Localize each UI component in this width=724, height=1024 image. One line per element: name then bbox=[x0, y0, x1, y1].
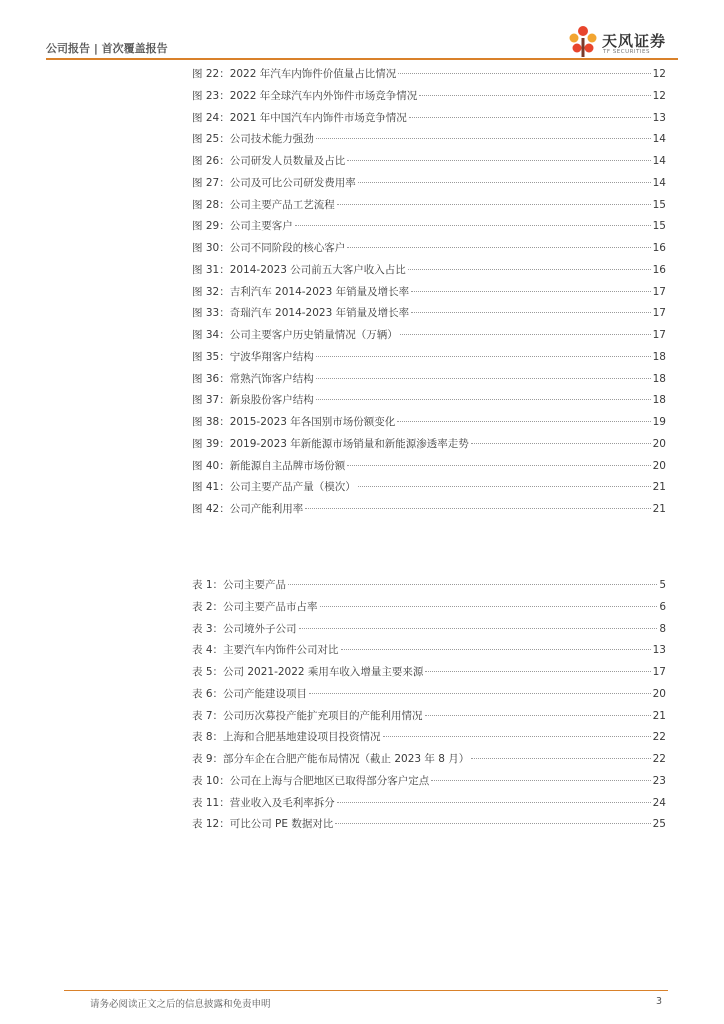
toc-entry-label: 图 30：公司不同阶段的核心客户 bbox=[192, 242, 346, 254]
toc-entry-page: 13 bbox=[652, 111, 666, 124]
figure-index-entry[interactable] bbox=[192, 305, 666, 327]
table-index-entry[interactable] bbox=[192, 686, 666, 708]
toc-entry-label: 表 5：公司 2021-2022 乘用车收入增量主要来源 bbox=[192, 666, 424, 678]
toc-entry-page: 5 bbox=[659, 579, 666, 591]
dot-leader bbox=[337, 802, 651, 803]
figure-index-list bbox=[192, 66, 666, 523]
logo-name: 天风证券 bbox=[602, 32, 667, 50]
dot-leader bbox=[383, 736, 651, 737]
dot-leader bbox=[358, 486, 651, 487]
figure-index-entry[interactable] bbox=[192, 392, 666, 414]
toc-entry-label: 表 6：公司产能建设项目 bbox=[192, 687, 308, 700]
figure-index-entry[interactable] bbox=[192, 436, 666, 458]
dot-leader bbox=[295, 225, 651, 226]
toc-entry-page: 21 bbox=[652, 709, 666, 722]
toc-entry-label: 图 24：2021 年中国汽车内饰件市场竞争情况 bbox=[192, 111, 407, 124]
toc-entry-label: 表 12：可比公司 PE 数据对比 bbox=[192, 818, 334, 831]
figure-index-entry[interactable] bbox=[192, 371, 666, 393]
dot-leader bbox=[316, 356, 651, 357]
toc-entry-page: 23 bbox=[652, 774, 666, 787]
table-index-entry[interactable] bbox=[192, 708, 666, 730]
toc-entry-label: 图 38：2015-2023 年各国别市场份额变化 bbox=[192, 416, 396, 428]
figure-index-entry[interactable] bbox=[192, 327, 666, 349]
toc-entry-page: 14 bbox=[652, 155, 666, 167]
toc-entry-label: 表 9：部分车企在合肥产能布局情况（截止 2023 年 8 月） bbox=[192, 753, 470, 765]
toc-entry-page: 21 bbox=[652, 503, 666, 515]
figure-index-entry[interactable] bbox=[192, 66, 666, 88]
figure-index-entry[interactable] bbox=[192, 262, 666, 284]
toc-entry-page: 8 bbox=[659, 622, 666, 635]
dot-leader bbox=[397, 421, 650, 422]
dot-leader bbox=[411, 291, 651, 292]
toc-entry-page: 19 bbox=[652, 416, 666, 428]
dot-leader bbox=[411, 312, 651, 313]
figure-index-entry[interactable] bbox=[192, 349, 666, 371]
dot-leader bbox=[398, 73, 650, 74]
dot-leader bbox=[320, 606, 658, 607]
toc-entry-page: 18 bbox=[652, 350, 666, 363]
toc-entry-label: 图 27：公司及可比公司研发费用率 bbox=[192, 176, 356, 189]
dot-leader bbox=[337, 204, 651, 205]
toc-entry-label: 图 25：公司技术能力强劲 bbox=[192, 133, 314, 146]
company-logo bbox=[568, 24, 678, 58]
figure-index-entry[interactable] bbox=[192, 240, 666, 262]
toc-entry-label: 表 3：公司境外子公司 bbox=[192, 622, 297, 635]
figure-index-entry[interactable] bbox=[192, 284, 666, 306]
toc-entry-page: 16 bbox=[652, 263, 666, 276]
toc-entry-label: 图 26：公司研发人员数量及占比 bbox=[192, 155, 346, 167]
dot-leader bbox=[347, 465, 650, 466]
toc-entry-page: 25 bbox=[652, 818, 666, 831]
toc-entry-label: 图 23：2022 年全球汽车内外饰件市场竞争情况 bbox=[192, 89, 418, 102]
toc-entry-label: 表 1：公司主要产品 bbox=[192, 579, 287, 591]
toc-entry-page: 15 bbox=[652, 220, 666, 233]
toc-entry-label: 表 7：公司历次募投产能扩充项目的产能利用情况 bbox=[192, 709, 423, 722]
toc-entry-label: 表 11：营业收入及毛利率拆分 bbox=[192, 796, 335, 809]
dot-leader bbox=[288, 584, 657, 585]
dot-leader bbox=[409, 117, 651, 118]
dot-leader bbox=[335, 823, 650, 824]
figure-index-entry[interactable] bbox=[192, 501, 666, 523]
dot-leader bbox=[316, 138, 651, 139]
toc-entry-label: 图 42：公司产能利用率 bbox=[192, 503, 304, 515]
toc-entry-page: 15 bbox=[652, 198, 666, 211]
table-index-entry[interactable] bbox=[192, 577, 666, 599]
toc-entry-page: 17 bbox=[652, 329, 666, 341]
dot-leader bbox=[309, 693, 651, 694]
toc-entry-page: 22 bbox=[652, 731, 666, 744]
toc-entry-label: 图 34：公司主要客户历史销量情况（万辆） bbox=[192, 329, 398, 341]
dot-leader bbox=[425, 671, 650, 672]
page-number: 3 bbox=[656, 996, 663, 1007]
toc-entry-label: 图 28：公司主要产品工艺流程 bbox=[192, 198, 335, 211]
figure-index-entry[interactable] bbox=[192, 458, 666, 480]
table-index-entry[interactable] bbox=[192, 816, 666, 838]
dot-leader bbox=[347, 160, 650, 161]
toc-entry-label: 图 22：2022 年汽车内饰件价值量占比情况 bbox=[192, 68, 397, 80]
figure-index-entry[interactable] bbox=[192, 218, 666, 240]
flower-logo-icon bbox=[568, 24, 598, 58]
toc-entry-label: 图 35：宁波华翔客户结构 bbox=[192, 350, 314, 363]
dot-leader bbox=[419, 95, 650, 96]
toc-entry-page: 17 bbox=[652, 666, 666, 678]
toc-entry-page: 17 bbox=[652, 307, 666, 320]
table-index-entry[interactable] bbox=[192, 664, 666, 686]
table-index-entry[interactable] bbox=[192, 729, 666, 751]
dot-leader bbox=[305, 508, 650, 509]
dot-leader bbox=[425, 715, 651, 716]
toc-entry-label: 表 2：公司主要产品市占率 bbox=[192, 600, 318, 613]
toc-entry-label: 图 29：公司主要客户 bbox=[192, 220, 293, 233]
table-index-list bbox=[192, 577, 666, 838]
toc-entry-page: 6 bbox=[659, 600, 666, 613]
toc-entry-label: 图 32：吉利汽车 2014-2023 年销量及增长率 bbox=[192, 285, 410, 298]
toc-entry-label: 图 37：新泉股份客户结构 bbox=[192, 394, 314, 407]
dot-leader bbox=[299, 628, 658, 629]
toc-entry-label: 图 33：奇瑞汽车 2014-2023 年销量及增长率 bbox=[192, 307, 410, 320]
dot-leader bbox=[431, 780, 650, 781]
toc-entry-label: 图 41：公司主要产品产量（模次） bbox=[192, 481, 356, 494]
figure-index-entry[interactable] bbox=[192, 197, 666, 219]
toc-entry-label: 图 31：2014-2023 公司前五大客户收入占比 bbox=[192, 263, 406, 276]
dot-leader bbox=[341, 649, 651, 650]
toc-entry-page: 24 bbox=[652, 796, 666, 809]
toc-entry-page: 14 bbox=[652, 176, 666, 189]
dot-leader bbox=[471, 758, 650, 759]
table-index-entry[interactable] bbox=[192, 751, 666, 773]
toc-entry-page: 22 bbox=[652, 753, 666, 765]
toc-entry-page: 18 bbox=[652, 372, 666, 385]
toc-entry-page: 12 bbox=[652, 68, 666, 80]
report-type-title: 公司报告 | 首次覆盖报告 bbox=[46, 42, 168, 55]
toc-entry-label: 图 39：2019-2023 年新能源市场销量和新能源渗透率走势 bbox=[192, 437, 469, 450]
table-index-entry[interactable] bbox=[192, 795, 666, 817]
table-index-entry[interactable] bbox=[192, 642, 666, 664]
toc-entry-label: 表 4：主要汽车内饰件公司对比 bbox=[192, 644, 339, 657]
figure-index-entry[interactable] bbox=[192, 175, 666, 197]
dot-leader bbox=[471, 443, 651, 444]
toc-entry-page: 12 bbox=[652, 89, 666, 102]
footer-disclaimer: 请务必阅读正文之后的信息披露和免责申明 bbox=[90, 999, 271, 1010]
dot-leader bbox=[316, 399, 651, 400]
toc-entry-page: 13 bbox=[652, 644, 666, 657]
figure-index-entry[interactable] bbox=[192, 88, 666, 110]
dot-leader bbox=[347, 247, 650, 248]
toc-entry-label: 图 40：新能源自主品牌市场份额 bbox=[192, 459, 346, 472]
toc-entry-label: 表 8：上海和合肥基地建设项目投资情况 bbox=[192, 731, 381, 744]
dot-leader bbox=[358, 182, 651, 183]
dot-leader bbox=[316, 378, 651, 379]
figure-index-entry[interactable] bbox=[192, 131, 666, 153]
figure-index-entry[interactable] bbox=[192, 110, 666, 132]
toc-entry-page: 14 bbox=[652, 133, 666, 146]
table-index-entry[interactable] bbox=[192, 773, 666, 795]
figure-index-entry[interactable] bbox=[192, 479, 666, 501]
toc-entry-page: 18 bbox=[652, 394, 666, 407]
toc-entry-label: 图 36：常熟汽饰客户结构 bbox=[192, 372, 314, 385]
table-index-entry[interactable] bbox=[192, 621, 666, 643]
toc-entry-page: 20 bbox=[652, 687, 666, 700]
logo-subtitle: TF SECURITIES bbox=[603, 49, 650, 55]
toc-entry-page: 16 bbox=[652, 242, 666, 254]
toc-entry-page: 21 bbox=[652, 481, 666, 494]
figure-index-entry[interactable] bbox=[192, 414, 666, 436]
toc-entry-page: 20 bbox=[652, 437, 666, 450]
dot-leader bbox=[408, 269, 651, 270]
header-divider bbox=[46, 58, 678, 60]
dot-leader bbox=[400, 334, 651, 335]
figure-index-entry[interactable] bbox=[192, 153, 666, 175]
toc-entry-label: 表 10：公司在上海与合肥地区已取得部分客户定点 bbox=[192, 774, 430, 787]
table-index-entry[interactable] bbox=[192, 599, 666, 621]
footer-divider bbox=[64, 990, 668, 991]
toc-entry-page: 20 bbox=[652, 459, 666, 472]
toc-entry-page: 17 bbox=[652, 285, 666, 298]
